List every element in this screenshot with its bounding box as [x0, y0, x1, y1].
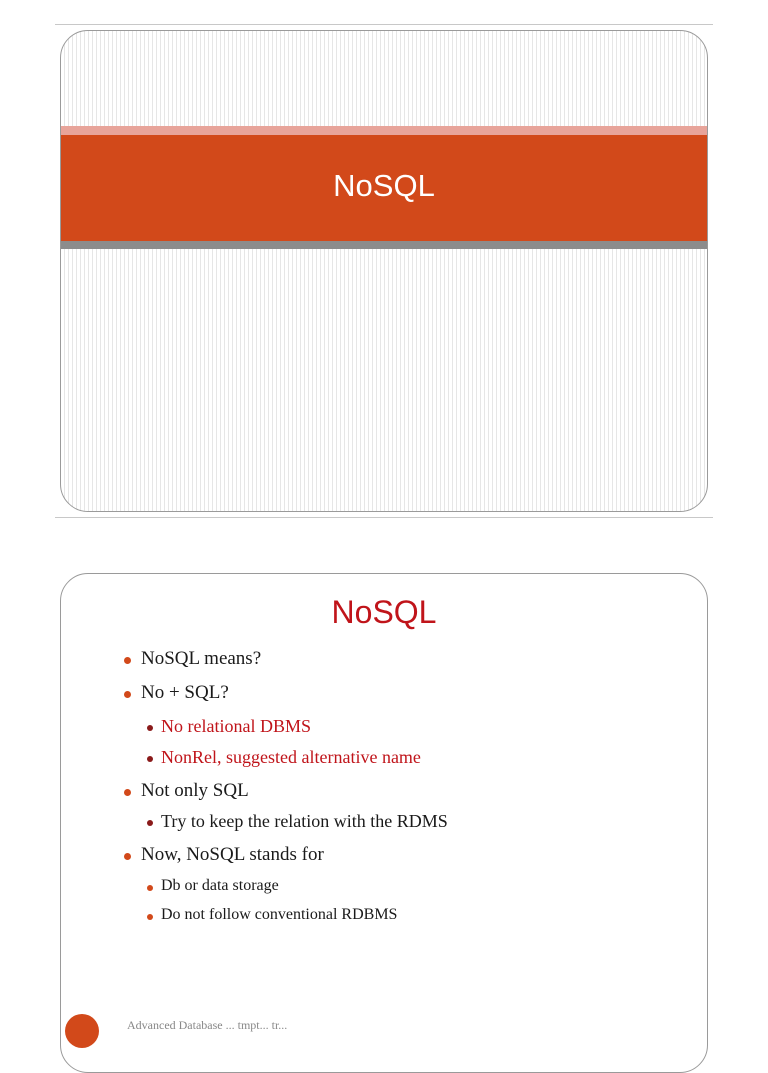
- bullet-dot-icon: [147, 756, 153, 762]
- bullet-dot-icon: [124, 853, 131, 860]
- bullet-dot-icon: [147, 885, 153, 891]
- bullet-dot-icon: [147, 914, 153, 920]
- page-top-rule: [55, 24, 713, 25]
- bullet-text: Now, NoSQL stands for: [141, 844, 324, 865]
- bullet-dot-icon: [124, 657, 131, 664]
- content-slide-title: NoSQL: [331, 594, 437, 630]
- bullet-text: NoSQL means?: [141, 648, 262, 669]
- bullet-text: NonRel, suggested alternative name: [161, 747, 421, 767]
- page-separator-rule: [55, 517, 713, 518]
- title-slide: [60, 30, 708, 512]
- bullet-text: No relational DBMS: [161, 716, 311, 736]
- content-slide: [60, 573, 708, 1073]
- bullet-dot-icon: [147, 820, 153, 826]
- bullet-text: Try to keep the relation with the RDMS: [161, 811, 448, 831]
- title-band: [61, 135, 707, 241]
- bullet-text: Not only SQL: [141, 780, 249, 801]
- bullet-dot-icon: [124, 691, 131, 698]
- title-band-top-stripe: [61, 126, 707, 135]
- title-band-bottom-stripe: [61, 241, 707, 249]
- bullet-dot-icon: [147, 725, 153, 731]
- bullet-text: Db or data storage: [161, 877, 279, 894]
- bullet-text: No + SQL?: [141, 682, 229, 703]
- slide-title: NoSQL: [333, 168, 435, 203]
- bullet-dot-icon: [124, 789, 131, 796]
- slide-footer: Advanced Database ... tmpt... tr...: [127, 1018, 288, 1032]
- bullet-text: Do not follow conventional RDBMS: [161, 906, 398, 923]
- slide-number-circle: [65, 1014, 99, 1048]
